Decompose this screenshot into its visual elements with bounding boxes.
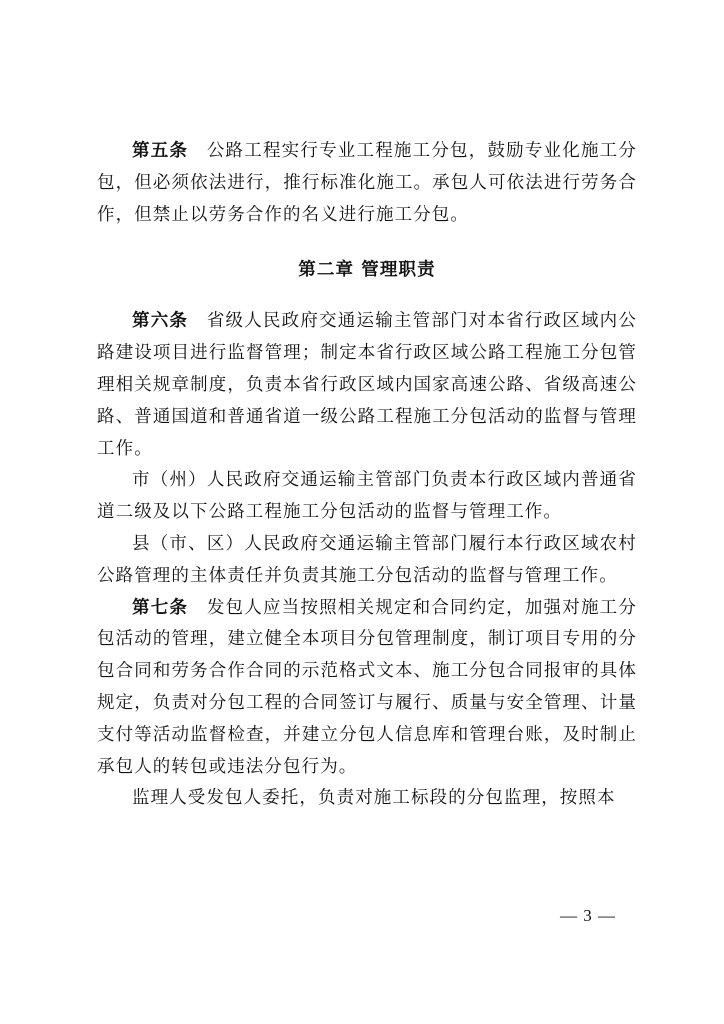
document-body xyxy=(97,136,637,815)
article-6-paragraph xyxy=(97,306,637,465)
article-6-paragraph-3: 县（市、区）人民政府交通运输主管部门履行本行政区域农村公路管理的主体责任并负责其施工分包活动的监督与管理工作。 xyxy=(97,533,637,586)
article-5-text: 公路工程实行专业工程施工分包，鼓励专业化施工分包，但必须依法进行，推行标准化施工。承包人可依法进行劳务合作，但禁止以劳务合作的名义进行施工分包。 xyxy=(97,141,637,225)
article-6-text: 省级人民政府交通运输主管部门对本省行政区域内公路建设项目进行监督管理；制定本省行政区域公路工程施工分包管理相关规章制度，负责本省行政区域内国家高速公路、省级高速公路、普通国道和普通省道一级公路工程施工分包活动的监督与管理工作。 xyxy=(97,311,637,459)
article-5-label: 第五条 xyxy=(132,141,189,161)
article-7-paragraph xyxy=(97,593,637,784)
article-5-paragraph xyxy=(97,136,637,231)
article-7-label: 第七条 xyxy=(132,597,189,618)
article-6-paragraph-2: 市（州）人民政府交通运输主管部门负责本行政区域内普通省道二级及以下公路工程施工分包活动的监督与管理工作。 xyxy=(97,470,637,523)
article-6-label: 第六条 xyxy=(132,311,189,332)
page-number: — 3 — xyxy=(560,906,616,925)
article-7-paragraph-2: 监理人受发包人委托，负责对施工标段的分包监理，按照本 xyxy=(132,788,616,809)
chapter-2-title: 第二章 管理职责 xyxy=(298,260,436,281)
article-7-text: 发包人应当按照相关规定和合同约定，加强对施工分包活动的管理，建立健全本项目分包管理制度，制订项目专用的分包合同和劳务合作合同的示范格式文本、施工分包合同报审的具体规定，负责对分包工程的合同签订与履行、质量与安全管理、计量支付等活动监督检查，并建立分包人信息库和管理台账，及时制止承包人的转包或违法分包行为。 xyxy=(97,597,637,777)
